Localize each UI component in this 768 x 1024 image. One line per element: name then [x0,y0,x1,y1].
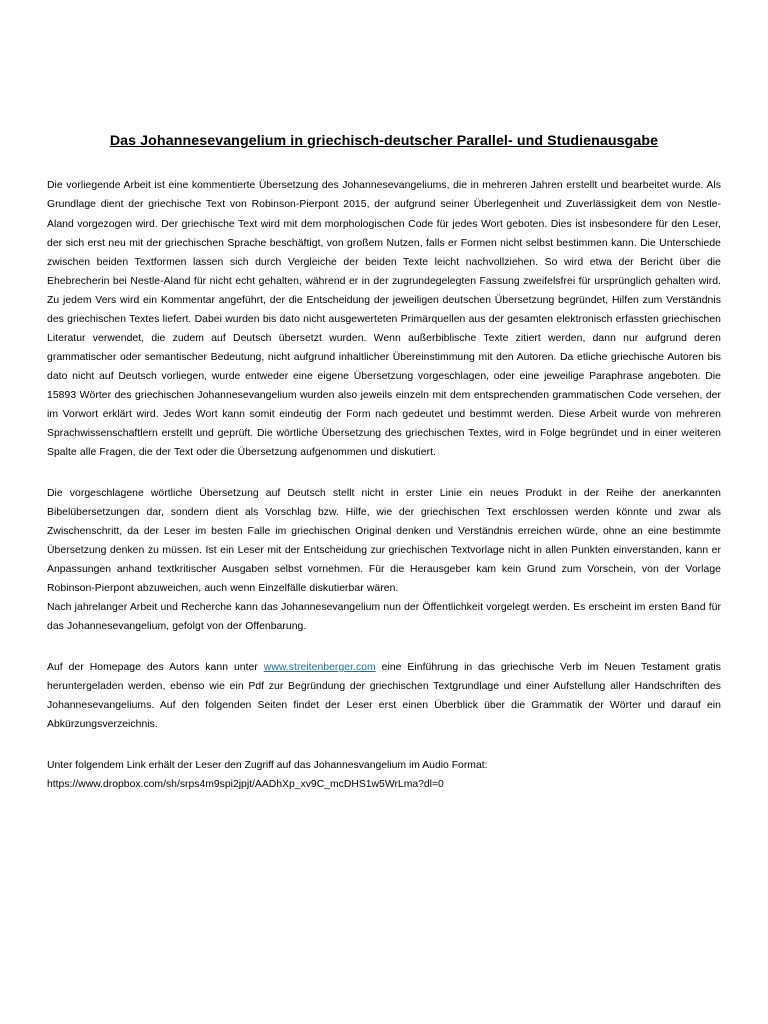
page-title: Das Johannesevangelium in griechisch-deutscher Parallel- und Studienausgabe [109,133,659,149]
document-content [47,132,721,794]
audio-intro-text: Unter folgendem Link erhält der Leser den Zugriff auf das Johannesvangelium im Audio Format: [47,760,488,772]
paragraph-homepage [47,658,721,734]
audio-link[interactable]: https://www.dropbox.com/sh/srps4m9spi2jpjt/AADhXp_xv9C_mcDHS1w5WrLma?dl=0 [47,779,444,791]
paragraph-intro: Die vorliegende Arbeit ist eine kommentierte Übersetzung des Johannesevangeliums, die in mehreren Jahren erstellt und bearbeitet wurde. Als Grundlage dient der griechische Text von Robinson-Pierpont 2015, der aufgrund seiner Überlegenheit und Zuverlässigkeit dem von Nestle-Aland vorgezogen wird. Der griechische Text wird mit dem morphologischen Code für jedes Wort geboten. Dies ist insbesondere für den Leser, der sich erst neu mit der griechischen Sprache beschäftigt, von großem Nutzen, falls er Formen nicht selbst bestimmen kann. Die Unterschiede zwischen beiden Textformen lassen sich durch Vergleiche der beiden Texte leicht nachvollziehen. So wird etwa der Bericht über die Ehebrecherin bei Nestle-Aland für nicht echt gehalten, während er in der zugrundegelegten Fassung zweifelsfrei für ursprünglich gehalten wird. Zu jedem Vers wird ein Kommentar angeführt, der die Entscheidung der jeweiligen deutschen Übersetzung begründet, Hilfen zum Verständnis des griechischen Textes liefert. Dabei wurden bis dato nicht ausgewerteten Primärquellen aus der gesamten elektronisch erfassten griechischen Literatur verwendet, die zudem auf Deutsch übersetzt wurden. Wenn außerbiblische Texte zitiert werden, dann nur aufgrund deren grammatischer oder semantischer Bedeutung, nicht aufgrund inhaltlicher Übereinstimmung mit den Autoren. Da etliche griechische Autoren bis dato nicht auf Deutsch vorliegen, wurde entweder eine eigene Übersetzung vorgeschlagen, oder eine jeweilige Paraphrase angeboten. Die 15893 Wörter des griechischen Johannesevangelium wurden also jeweils einzeln mit dem entsprechenden grammatischen Code versehen, der im Vorwort erklärt wird. Jedes Wort kann somit eindeutig der Form nach gedeutet und bestimmt werden. Diese Arbeit wurde von mehreren Sprachwissenschaftlern erstellt und geprüft. Die wörtliche Übersetzung des griechischen Textes, wird in Folge begründet und in einer weiteren Spalte alle Fragen, die der Text oder die Übersetzung aufgenommen und diskutiert. [47,180,721,458]
paragraph-translation-note: Die vorgeschlagene wörtliche Übersetzung auf Deutsch stellt nicht in erster Linie ein neues Produkt in der Reihe der anerkannten Bibelübersetzungen dar, sondern dient als Vorschlag bzw. Hilfe, wie der griechischen Text erschlossen werden könnte und zwar als Zwischenschritt, da der Leser im besten Falle im griechischen Original denken und Verständnis erreichen würde, ohne an eine bestimmte Übersetzung denken zu müssen. Ist ein Leser mit der Entscheidung zur griechischen Textvorlage nicht in allen Punkten einverstanden, kann er Anpassungen anhand textkritischer Ausgaben selbst vornehmen. Für die Herausgeber kam kein Grund zum Vorschein, von der Vorlage Robinson-Pierpont abzuweichen, auch wenn Einzelfälle diskutierbar wären. [47,487,721,595]
homepage-text-after: eine Einführung in das griechische Verb im Neuen Testament gratis heruntergeladen werden, ebenso wie ein Pdf zur Begründung der griechischen Textgrundlage und einer Aufstellung aller Handschriften des Johannesevangeliums. Auf den folgenden Seiten findet der Leser erst einen Überblick über die Grammatik der Wörter und darauf ein Abkürzungsverzeichnis. [47,662,721,731]
homepage-link[interactable]: www.streitenberger.com [263,662,376,674]
paragraph-publication-note: Nach jahrelanger Arbeit und Recherche kann das Johannesevangelium nun der Öffentlichkeit vorgelegt werden. Es erscheint im ersten Band für das Johannesevangelium, gefolgt von der Offenbarung. [47,602,721,633]
homepage-text-before: Auf der Homepage des Autors kann unter [47,662,264,674]
